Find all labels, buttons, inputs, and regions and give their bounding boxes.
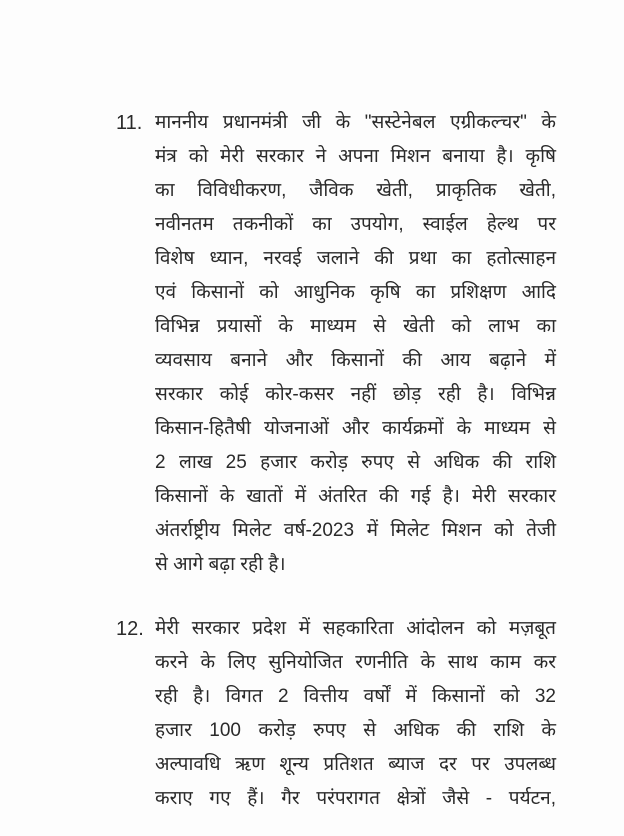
text-line: सरकार कोई कोर-कसर नहीं छोड़ रही है। विभिन्न	[155, 384, 556, 405]
text-line: अल्पावधि ऋण शून्य प्रतिशत ब्याज दर पर उपलब्ध	[155, 754, 556, 775]
text-line: से आगे बढ़ा रही है।	[155, 554, 286, 575]
text-line: अंतर्राष्ट्रीय मिलेट वर्ष-2023 में मिलेट मिशन को तेजी	[155, 520, 556, 541]
text-line: मंत्र को मेरी सरकार ने अपना मिशन बनाया है। कृषि	[155, 146, 556, 167]
text-line: का विविधीकरण, जैविक खेती, प्राकृतिक खेती,	[155, 180, 556, 201]
paragraph-text	[155, 612, 556, 816]
text-line: एवं किसानों को आधुनिक कृषि का प्रशिक्षण आदि	[155, 282, 556, 303]
text-line: कराए गए हैं। गैर परंपरागत क्षेत्रों जैसे - पर्यटन,	[155, 788, 556, 809]
paragraph-number: 12.	[116, 618, 144, 640]
text-line: नवीनतम तकनीकों का उपयोग, स्वाईल हेल्थ पर	[155, 214, 556, 235]
paragraph-11	[116, 106, 556, 582]
text-line: रही है। विगत 2 वित्तीय वर्षों में किसानों को 32	[155, 686, 556, 707]
text-line: हजार 100 करोड़ रुपए से अधिक की राशि के	[155, 720, 556, 741]
text-line: 2 लाख 25 हजार करोड़ रुपए से अधिक की राशि	[155, 452, 556, 473]
text-line: विशेष ध्यान, नरवई जलाने की प्रथा का हतोत्साहन	[155, 248, 556, 269]
text-line: करने के लिए सुनियोजित रणनीति के साथ काम कर	[155, 652, 556, 673]
paragraph-number: 11.	[116, 112, 143, 134]
text-line: व्यवसाय बनाने और किसानों की आय बढ़ाने में	[155, 350, 556, 371]
text-line: मेरी सरकार प्रदेश में सहकारिता आंदोलन को मज़बूत	[155, 618, 556, 639]
text-line: किसानों के खातों में अंतरित की गई है। मेरी सरकार	[155, 486, 556, 507]
text-line: विभिन्न प्रयासों के माध्यम से खेती को लाभ का	[155, 316, 556, 337]
text-line: किसान-हितैषी योजनाओं और कार्यक्रमों के माध्यम से	[155, 418, 556, 439]
paragraph-text	[155, 106, 556, 582]
text-line: माननीय प्रधानमंत्री जी के "सस्टेनेबल एग्रीकल्चर" के	[155, 112, 556, 133]
paragraph-12	[116, 612, 556, 816]
